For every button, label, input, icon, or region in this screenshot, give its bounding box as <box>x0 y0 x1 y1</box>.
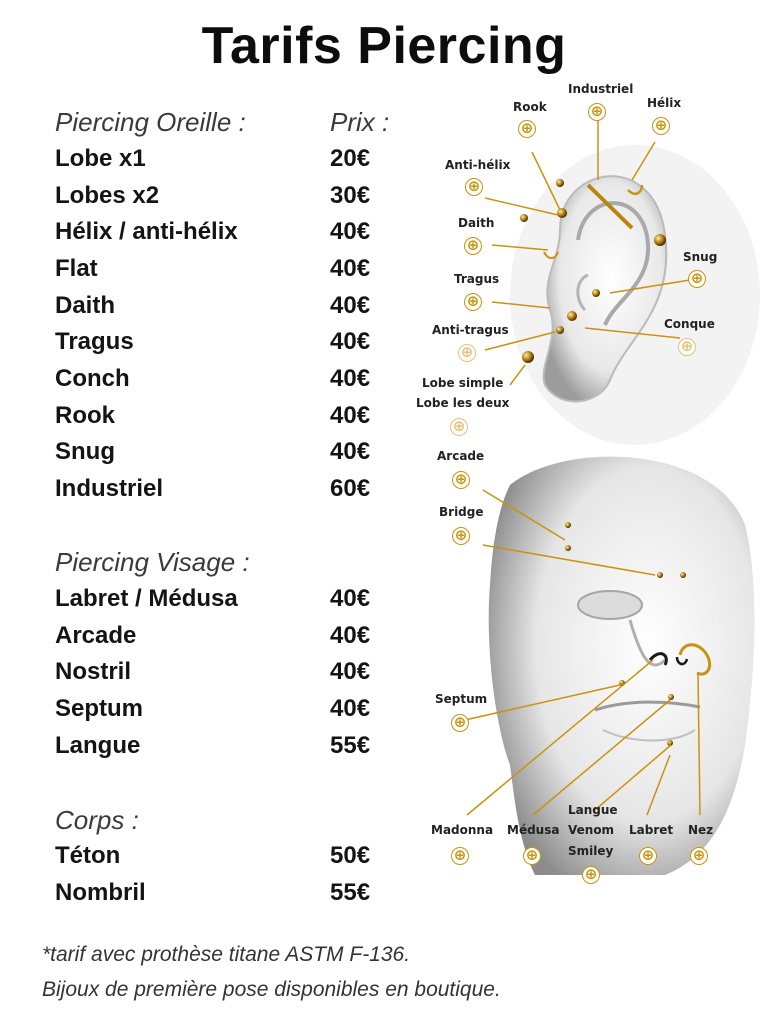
plus-icon: ⊕ <box>688 270 706 288</box>
label-daith: Daith <box>458 216 495 230</box>
price-item-price: 60€ <box>330 475 371 502</box>
price-item-name: Industriel <box>55 475 164 502</box>
price-item-name: Lobes x2 <box>55 182 160 209</box>
price-item-name: Septum <box>55 695 144 722</box>
label-medusa: Médusa <box>507 823 560 837</box>
plus-icon: ⊕ <box>582 866 600 884</box>
price-item-price: 50€ <box>330 842 371 869</box>
plus-icon: ⊕ <box>523 847 541 865</box>
price-item-name: Téton <box>55 842 121 869</box>
plus-icon: ⊕ <box>518 120 536 138</box>
label-arcade: Arcade <box>437 449 485 463</box>
price-item-name: Tragus <box>55 328 134 355</box>
price-item-price: 40€ <box>330 402 371 429</box>
plus-icon: ⊕ <box>452 527 470 545</box>
price-item-price: 40€ <box>330 292 371 319</box>
label-industriel: Industriel <box>568 82 634 96</box>
plus-icon: ⊕ <box>450 418 468 436</box>
label-anti-tragus: Anti-tragus <box>432 323 509 337</box>
price-item-price: 40€ <box>330 218 371 245</box>
plus-icon: ⊕ <box>451 714 469 732</box>
ear-drawing <box>410 80 740 450</box>
label-septum: Septum <box>435 692 488 706</box>
price-item-price: 40€ <box>330 438 371 465</box>
label-anti-helix: Anti-hélix <box>445 158 511 172</box>
label-nez: Nez <box>688 823 714 837</box>
price-item-price: 40€ <box>330 328 371 355</box>
footnote-jewelry: Bijoux de première pose disponibles en boutique. <box>42 978 501 1001</box>
label-venom: Venom <box>568 823 615 837</box>
plus-icon: ⊕ <box>639 847 657 865</box>
price-item-name: Snug <box>55 438 115 465</box>
price-item-name: Arcade <box>55 622 137 649</box>
price-header: Prix : <box>330 107 390 137</box>
plus-icon: ⊕ <box>652 117 670 135</box>
plus-icon: ⊕ <box>678 338 696 356</box>
price-item-price: 40€ <box>330 365 371 392</box>
price-item-name: Conch <box>55 365 130 392</box>
section-header-body: Corps : <box>55 805 139 835</box>
price-item-price: 55€ <box>330 879 371 906</box>
plus-icon: ⊕ <box>464 237 482 255</box>
section-header-ear: Piercing Oreille : <box>55 107 246 137</box>
price-item-price: 40€ <box>330 695 371 722</box>
plus-icon: ⊕ <box>690 847 708 865</box>
price-item-name: Labret / Médusa <box>55 585 238 612</box>
price-item-price: 20€ <box>330 145 371 172</box>
price-item-name: Flat <box>55 255 98 282</box>
price-item-name: Nombril <box>55 879 146 906</box>
price-item-name: Langue <box>55 732 141 759</box>
plus-icon: ⊕ <box>458 344 476 362</box>
plus-icon: ⊕ <box>451 847 469 865</box>
price-item-name: Nostril <box>55 658 132 685</box>
price-item-name: Hélix / anti-hélix <box>55 218 238 245</box>
ear-illustration <box>410 80 740 450</box>
price-item-price: 40€ <box>330 585 371 612</box>
label-smiley: Smiley <box>568 844 614 858</box>
price-item-name: Daith <box>55 292 115 319</box>
label-conque: Conque <box>664 317 715 331</box>
label-rook: Rook <box>513 100 547 114</box>
section-header-face: Piercing Visage : <box>55 547 250 577</box>
page-title: Tarifs Piercing <box>201 17 567 75</box>
label-tragus: Tragus <box>454 272 500 286</box>
footnote-titanium: *tarif avec prothèse titane ASTM F-136. <box>42 943 411 966</box>
price-item-price: 40€ <box>330 658 371 685</box>
label-snug: Snug <box>683 250 718 264</box>
plus-icon: ⊕ <box>588 103 606 121</box>
price-item-name: Rook <box>55 402 115 429</box>
price-item-price: 40€ <box>330 255 371 282</box>
label-madonna: Madonna <box>431 823 494 837</box>
plus-icon: ⊕ <box>452 471 470 489</box>
label-langue: Langue <box>568 803 618 817</box>
plus-icon: ⊕ <box>464 293 482 311</box>
face-illustration <box>415 445 755 885</box>
label-helix: Hélix <box>647 96 682 110</box>
label-lobe-simple: Lobe simple <box>422 376 504 390</box>
price-item-name: Lobe x1 <box>55 145 146 172</box>
price-item-price: 30€ <box>330 182 371 209</box>
label-labret: Labret <box>629 823 674 837</box>
label-bridge: Bridge <box>439 505 484 519</box>
price-item-price: 40€ <box>330 622 371 649</box>
label-lobe-les-deux: Lobe les deux <box>416 396 510 410</box>
plus-icon: ⊕ <box>465 178 483 196</box>
price-item-price: 55€ <box>330 732 371 759</box>
